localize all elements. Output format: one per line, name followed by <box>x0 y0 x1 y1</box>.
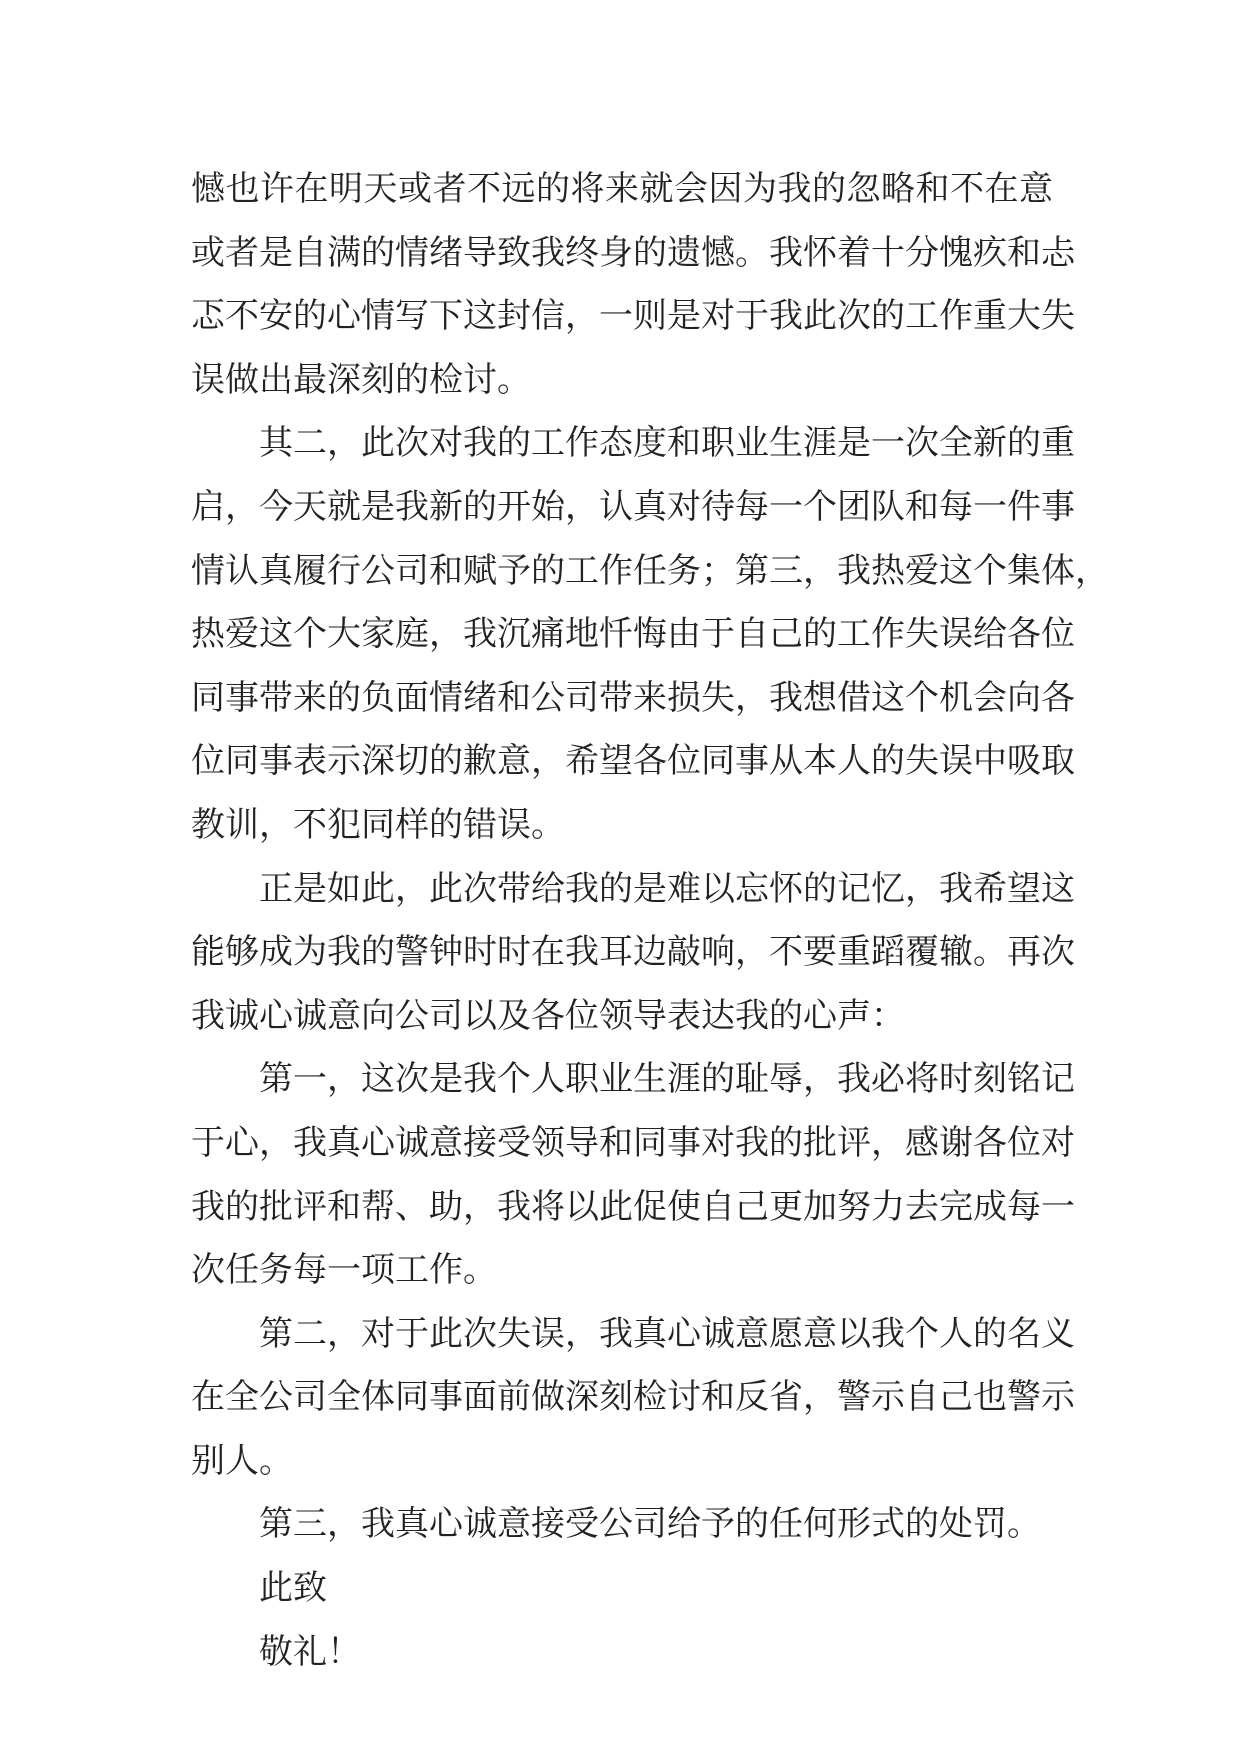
text-line: 能够成为我的警钟时时在我耳边敲响，不要重蹈覆辙。再次 <box>191 932 1075 973</box>
text-line: 热爱这个大家庭，我沉痛地忏悔由于自己的工作失误给各位 <box>191 614 1075 655</box>
text-line: 在全公司全体同事面前做深刻检讨和反省，警示自己也警示 <box>191 1377 1075 1418</box>
closing-salutation: 此致 <box>259 1568 327 1609</box>
text-line: 别人。 <box>191 1440 293 1481</box>
paragraph-start-line: 第三，我真心诚意接受公司给予的任何形式的处罚。 <box>259 1504 1041 1545</box>
paragraph-start-line: 正是如此，此次带给我的是难以忘怀的记忆，我希望这 <box>259 868 1075 909</box>
paragraph-start-line: 第二，对于此次失误，我真心诚意愿意以我个人的名义 <box>259 1313 1075 1354</box>
letter-body <box>191 158 1109 1684</box>
text-line: 启，今天就是我新的开始，认真对待每一个团队和每一件事 <box>191 486 1075 527</box>
text-line: 情认真履行公司和赋予的工作任务；第三，我热爱这个集体， <box>191 550 1109 591</box>
text-line: 位同事表示深切的歉意，希望各位同事从本人的失误中吸取 <box>191 741 1075 782</box>
text-line: 我的批评和帮、助，我将以此促使自己更加努力去完成每一 <box>191 1186 1075 1227</box>
text-line: 教训，不犯同样的错误。 <box>191 804 565 845</box>
paragraph-start-line: 其二，此次对我的工作态度和职业生涯是一次全新的重 <box>259 423 1075 464</box>
text-line: 憾也许在明天或者不远的将来就会因为我的忽略和不在意 <box>191 169 1053 209</box>
text-line: 次任务每一项工作。 <box>191 1250 497 1291</box>
text-line: 误做出最深刻的检讨。 <box>191 359 531 400</box>
text-line: 或者是自满的情绪导致我终身的遗憾。我怀着十分愧疚和忐 <box>191 232 1075 273</box>
text-line: 于心，我真心诚意接受领导和同事对我的批评，感谢各位对 <box>191 1122 1075 1163</box>
closing-regards: 敬礼！ <box>259 1631 361 1672</box>
text-line: 同事带来的负面情绪和公司带来损失，我想借这个机会向各 <box>191 677 1075 718</box>
text-line: 忑不安的心情写下这封信，一则是对于我此次的工作重大失 <box>191 296 1075 337</box>
paragraph-start-line: 第一，这次是我个人职业生涯的耻辱，我必将时刻铭记 <box>259 1059 1075 1100</box>
text-line: 我诚心诚意向公司以及各位领导表达我的心声： <box>191 995 905 1036</box>
